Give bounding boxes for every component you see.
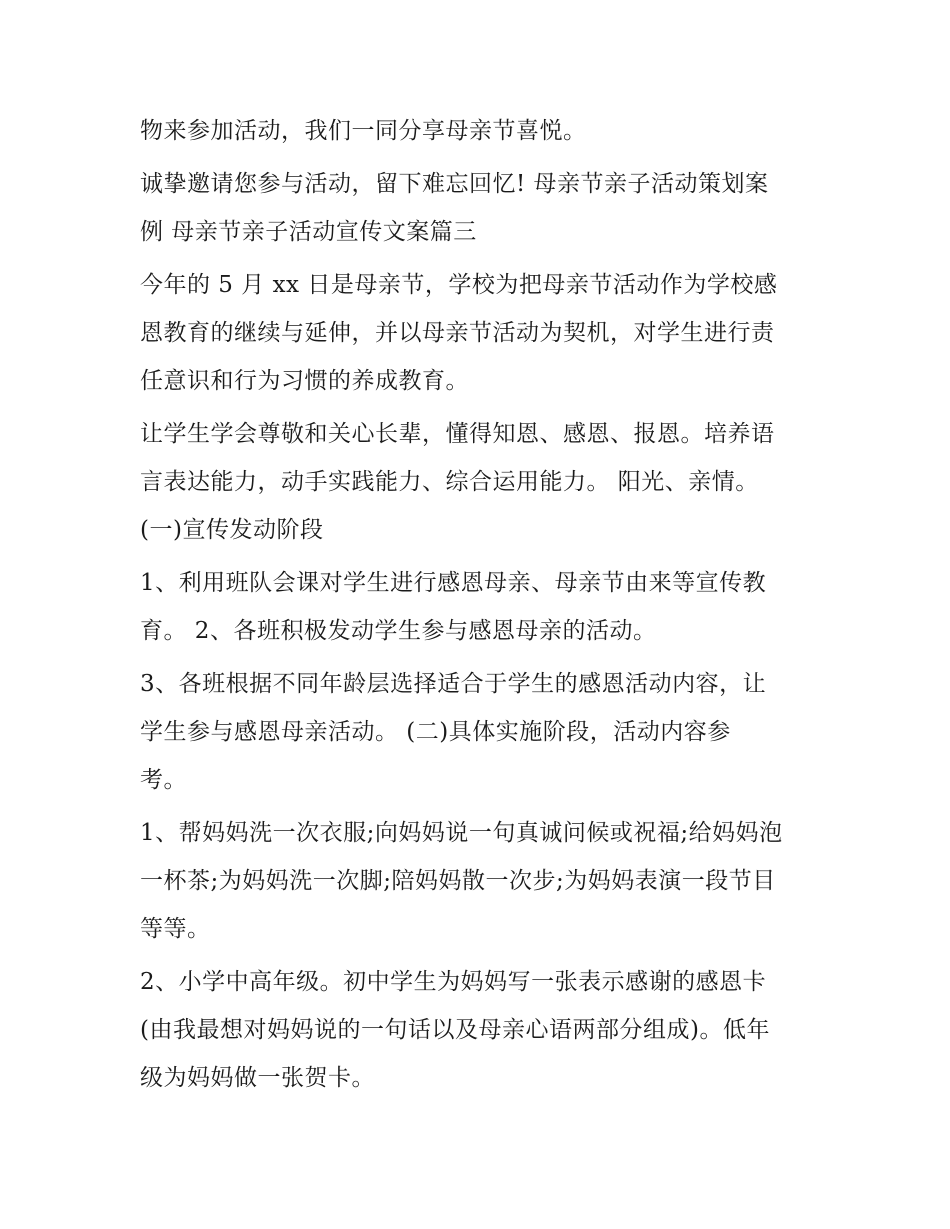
text-line: (由我最想对妈妈说的一句话以及母亲心语两部分组成)。低年 bbox=[140, 1017, 770, 1043]
body-text bbox=[140, 107, 820, 1102]
text-line: 考。 bbox=[140, 767, 187, 793]
text-line: 2、小学中高年级。初中学生为妈妈写一张表示感谢的感恩卡 bbox=[140, 969, 767, 995]
text-line: 今年的 5 月 xx 日是母亲节，学校为把母亲节活动作为学校感 bbox=[140, 272, 778, 298]
text-line: 育。 2、各班积极发动学生参与感恩母亲的活动。 bbox=[140, 618, 657, 644]
text-line: 3、各班根据不同年龄层选择适合于学生的感恩活动内容，让 bbox=[140, 671, 767, 697]
text-line: 1、帮妈妈洗一次衣服;向妈妈说一句真诚问候或祝福;给妈妈泡 bbox=[140, 820, 783, 846]
text-line: 任意识和行为习惯的养成教育。 bbox=[140, 368, 469, 394]
text-line: 例 母亲节亲子活动宣传文案篇三 bbox=[140, 219, 477, 245]
text-line: 诚挚邀请您参与活动，留下难忘回忆! 母亲节亲子活动策划案 bbox=[140, 171, 769, 197]
text-line: 学生参与感恩母亲活动。 (二)具体实施阶段，活动内容参 bbox=[140, 719, 731, 745]
text-line: 让学生学会尊敬和关心长辈，懂得知恩、感恩、报恩。培养语 bbox=[140, 421, 775, 447]
text-line: 言表达能力，动手实践能力、综合运用能力。 阳光、亲情。 bbox=[140, 469, 759, 495]
text-line: 级为妈妈做一张贺卡。 bbox=[140, 1065, 375, 1091]
text-line: 1、利用班队会课对学生进行感恩母亲、母亲节由来等宣传教 bbox=[140, 570, 767, 596]
text-line: 一杯茶;为妈妈洗一次脚;陪妈妈散一次步;为妈妈表演一段节目 bbox=[140, 868, 776, 894]
text-line: 等等。 bbox=[140, 916, 211, 942]
section-heading: (一)宣传发动阶段 bbox=[140, 517, 324, 543]
text-line: 物来参加活动，我们一同分享母亲节喜悦。 bbox=[140, 118, 587, 144]
text-line: 恩教育的继续与延伸，并以母亲节活动为契机，对学生进行责 bbox=[140, 320, 775, 346]
